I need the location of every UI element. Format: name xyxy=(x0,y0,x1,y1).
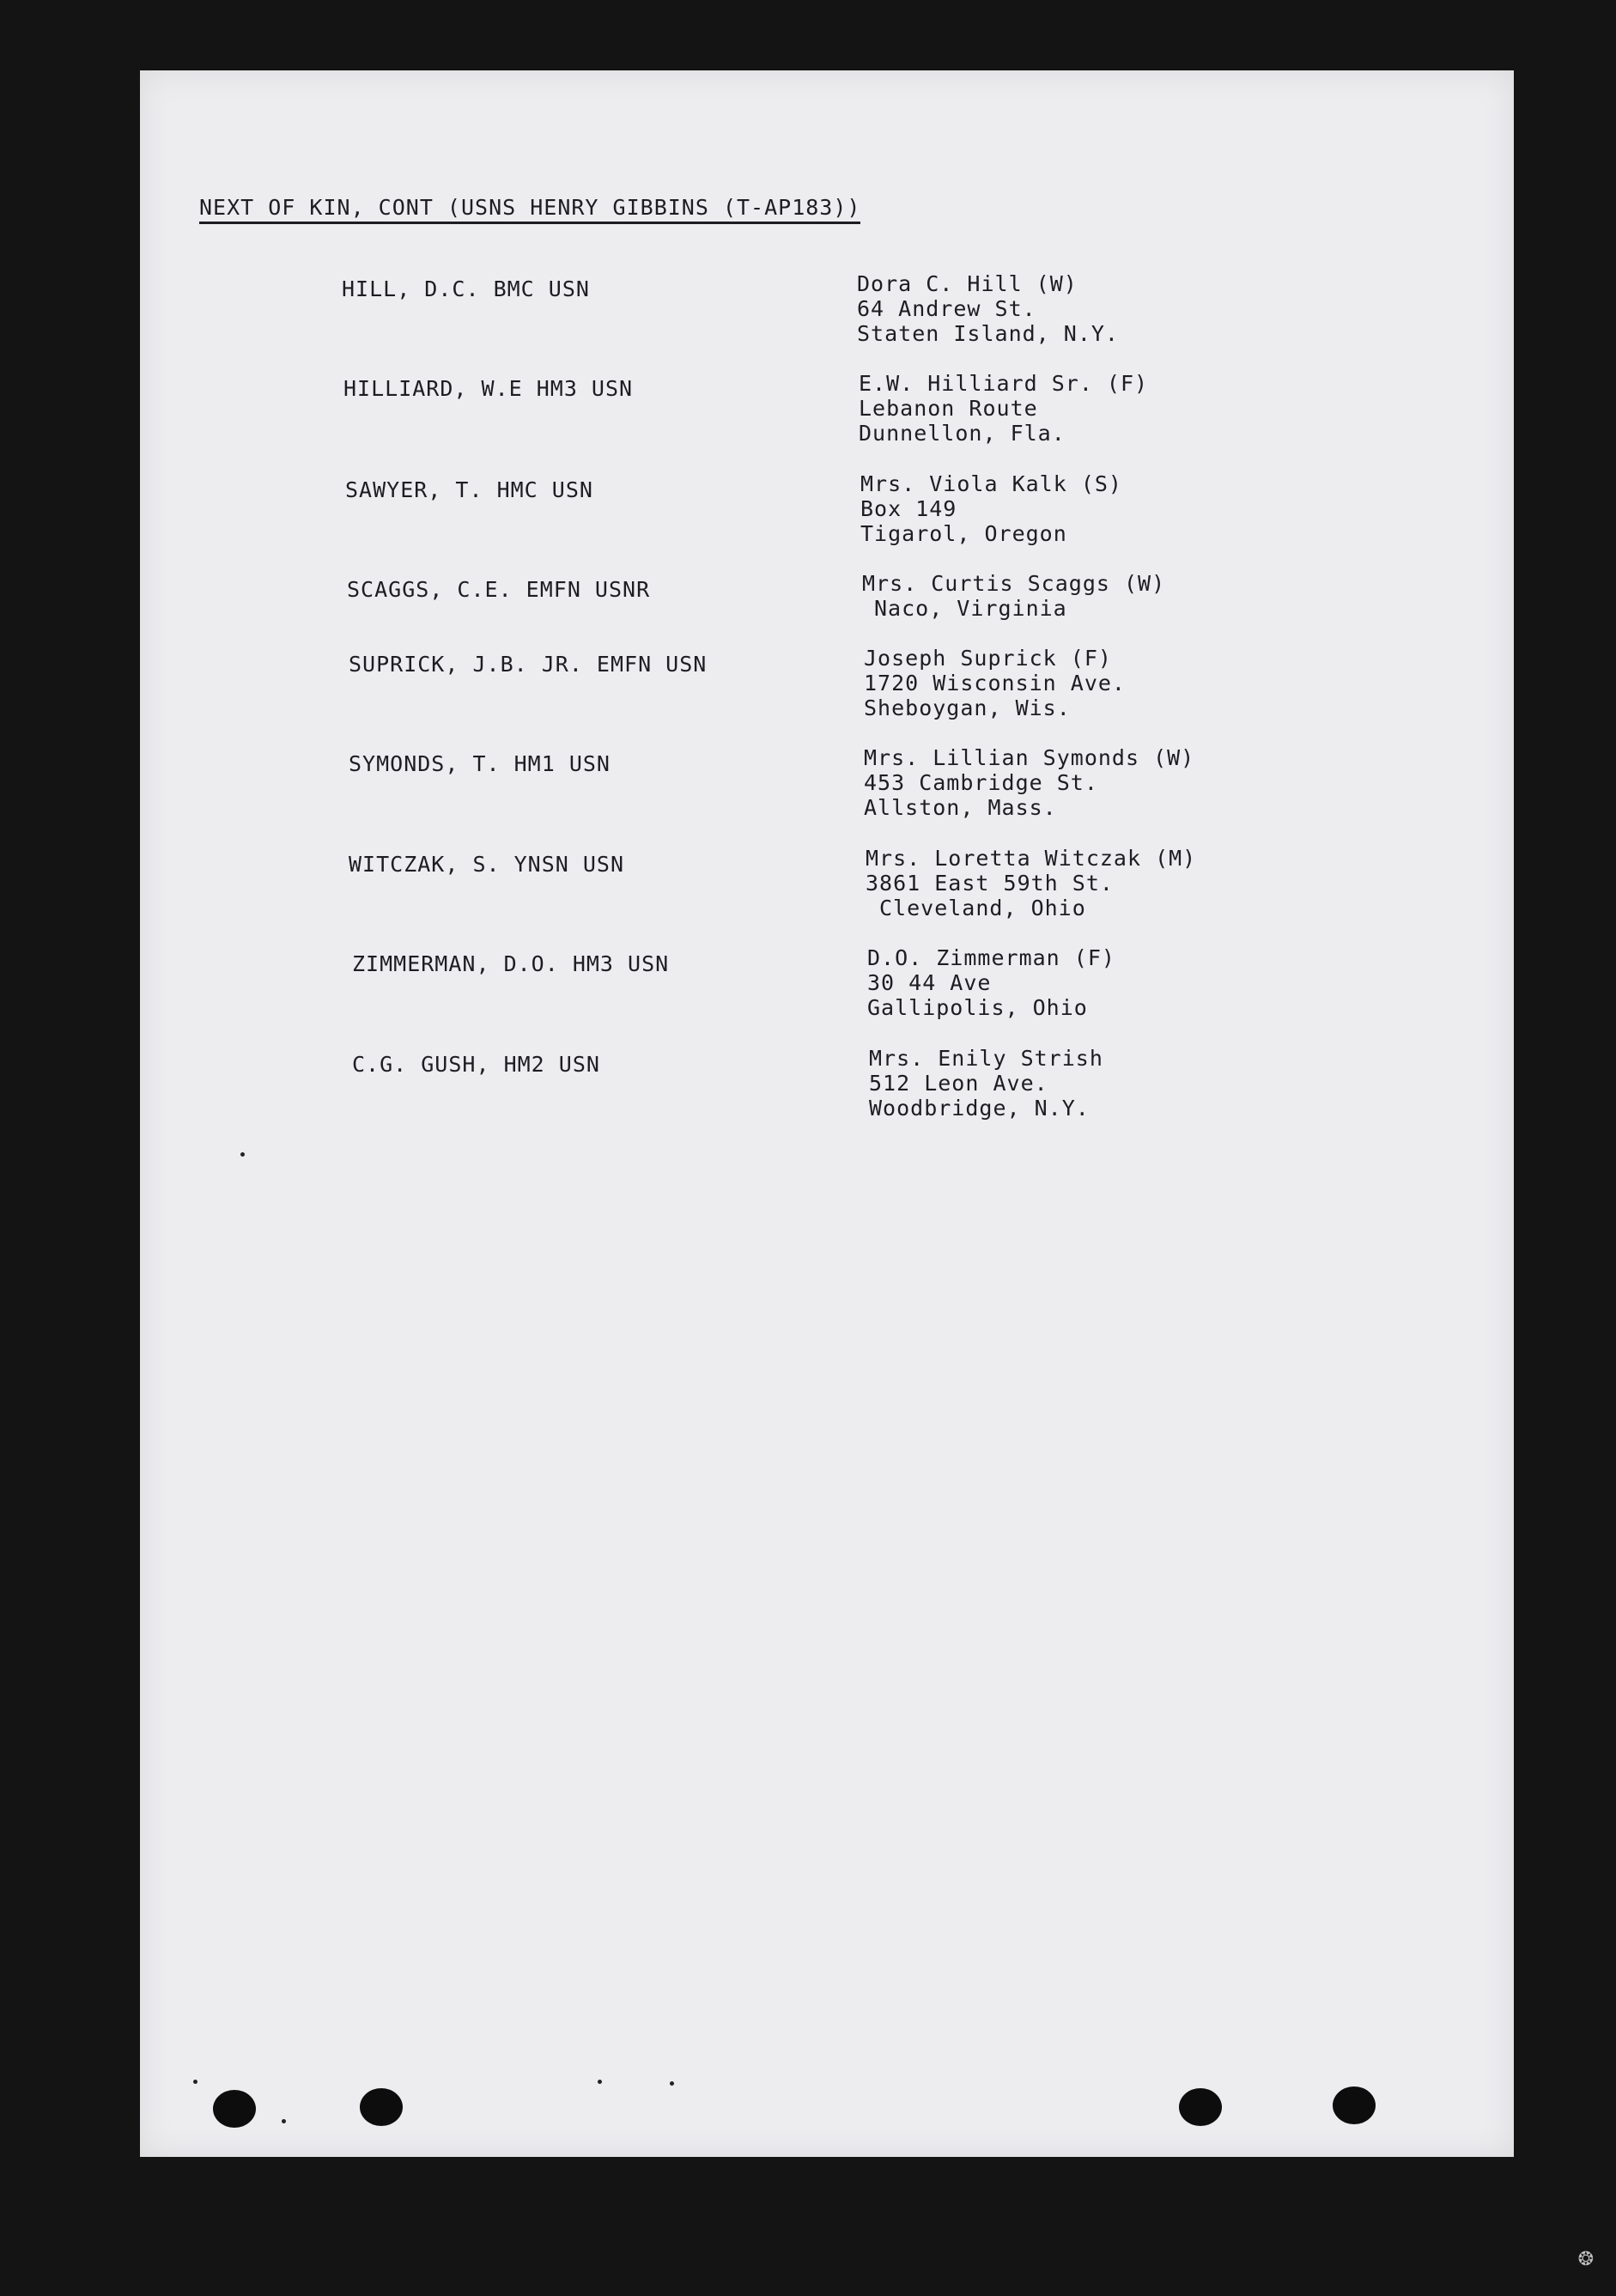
address-line: Sheboygan, Wis. xyxy=(864,695,1071,720)
document-heading xyxy=(199,195,860,220)
punch-hole xyxy=(213,2090,256,2128)
address-line: D.O. Zimmerman (F) xyxy=(867,945,1115,970)
address-line: Mrs. Enily Strish xyxy=(869,1046,1103,1071)
address-line: Mrs. Loretta Witczak (M) xyxy=(866,846,1197,871)
address-line: Box 149 xyxy=(860,496,957,521)
address-line: 30 44 Ave xyxy=(867,970,992,995)
punch-hole xyxy=(1333,2086,1376,2124)
serviceman-name: ZIMMERMAN, D.O. HM3 USN xyxy=(352,951,670,976)
next-of-kin-address xyxy=(869,1046,1103,1121)
address-line: Cleveland, Ohio xyxy=(879,896,1086,920)
paper-speck xyxy=(193,2080,197,2084)
punch-hole xyxy=(360,2088,403,2126)
address-line: Allston, Mass. xyxy=(864,795,1057,820)
address-line: Dunnellon, Fla. xyxy=(859,421,1066,446)
next-of-kin-address xyxy=(859,371,1148,446)
serviceman-name: SYMONDS, T. HM1 USN xyxy=(349,751,611,776)
address-line: Lebanon Route xyxy=(859,396,1038,421)
next-of-kin-address xyxy=(862,571,1165,621)
address-line: Mrs. Curtis Scaggs (W) xyxy=(862,571,1166,596)
serviceman-name: HILL, D.C. BMC USN xyxy=(342,276,590,301)
address-line: Mrs. Lillian Symonds (W) xyxy=(864,745,1195,770)
heading-text: NEXT OF KIN, CONT (USNS HENRY GIBBINS (T-AP183)) xyxy=(199,195,860,224)
address-line: Staten Island, N.Y. xyxy=(857,321,1119,346)
paper-speck xyxy=(598,2080,602,2084)
next-of-kin-address xyxy=(860,471,1122,546)
address-line: 453 Cambridge St. xyxy=(864,770,1098,795)
address-line: Gallipolis, Ohio xyxy=(867,995,1088,1020)
address-line: 64 Andrew St. xyxy=(857,296,1036,321)
serviceman-name: SAWYER, T. HMC USN xyxy=(345,477,593,502)
address-line: 3861 East 59th St. xyxy=(866,871,1114,896)
address-line: Naco, Virginia xyxy=(874,596,1067,621)
address-line: 512 Leon Ave. xyxy=(869,1071,1048,1096)
next-of-kin-address xyxy=(864,646,1126,720)
serviceman-name: HILLIARD, W.E HM3 USN xyxy=(343,376,634,401)
paper-speck xyxy=(670,2081,674,2086)
next-of-kin-address xyxy=(864,745,1194,820)
next-of-kin-address xyxy=(866,846,1196,920)
punch-hole xyxy=(1179,2088,1222,2126)
address-line: Woodbridge, N.Y. xyxy=(869,1096,1090,1121)
scan-corner-mark-icon: ❂ xyxy=(1577,2249,1594,2270)
serviceman-name: SCAGGS, C.E. EMFN USNR xyxy=(347,577,651,602)
paper-speck xyxy=(282,2119,286,2123)
address-line: E.W. Hilliard Sr. (F) xyxy=(859,371,1149,396)
serviceman-name: C.G. GUSH, HM2 USN xyxy=(352,1052,600,1077)
address-line: Joseph Suprick (F) xyxy=(864,646,1112,671)
next-of-kin-address xyxy=(857,271,1119,346)
address-line: 1720 Wisconsin Ave. xyxy=(864,671,1126,695)
address-line: Dora C. Hill (W) xyxy=(857,271,1078,296)
address-line: Mrs. Viola Kalk (S) xyxy=(860,471,1122,496)
serviceman-name: WITCZAK, S. YNSN USN xyxy=(349,852,625,877)
serviceman-name: SUPRICK, J.B. JR. EMFN USN xyxy=(349,652,708,677)
paper-speck xyxy=(240,1152,245,1157)
next-of-kin-address xyxy=(867,945,1115,1020)
address-line: Tigarol, Oregon xyxy=(860,521,1067,546)
